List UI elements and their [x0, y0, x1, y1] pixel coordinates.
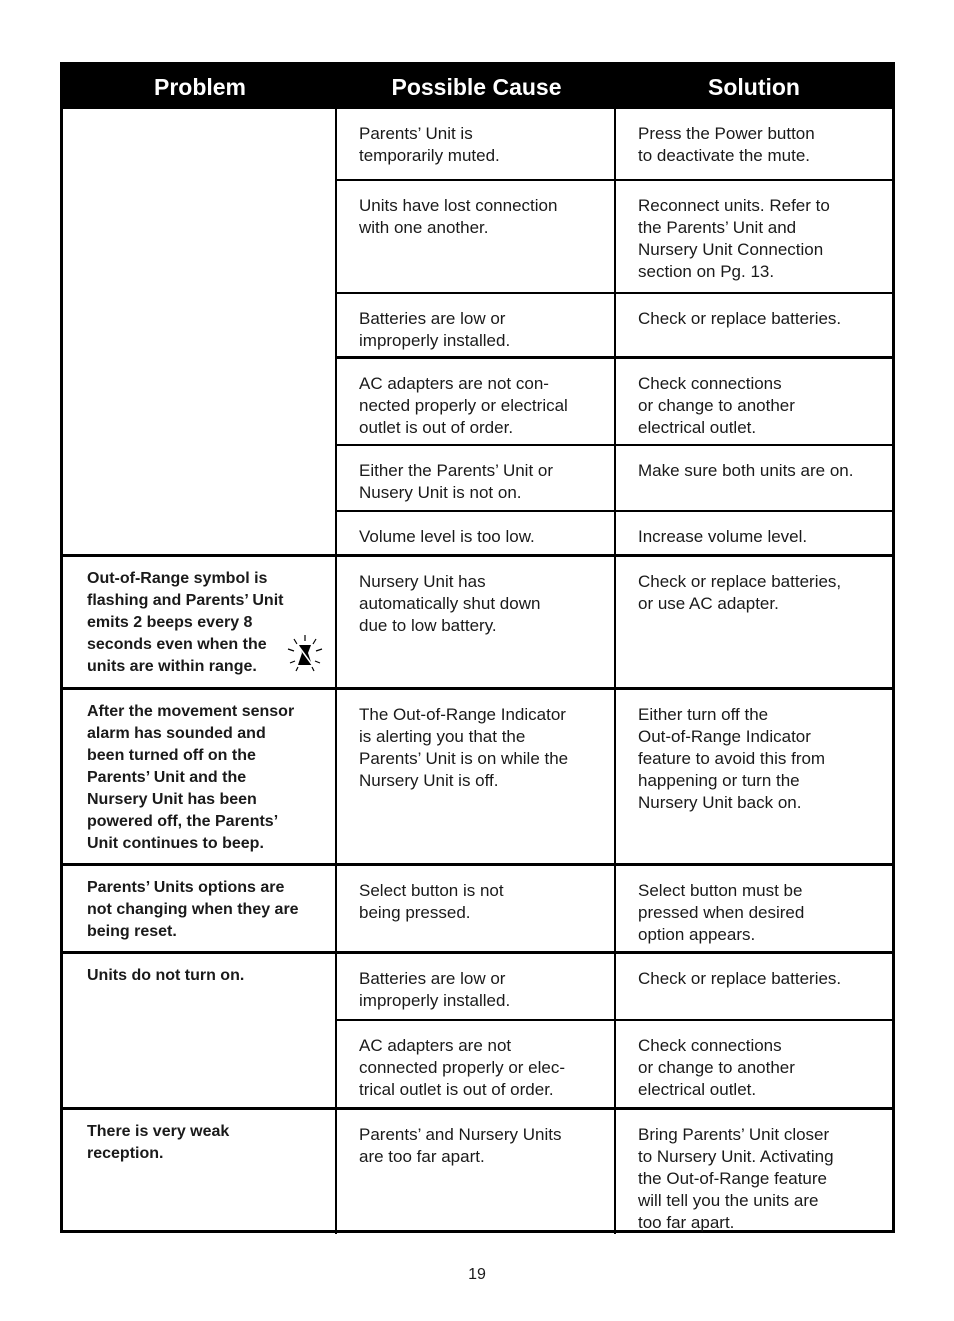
- solution-cell: Check connections or change to another electrical outlet.: [638, 1036, 795, 1099]
- solution-cell: Either turn off the Out-of-Range Indicator feature to avoid this from happening or turn the Nursery Unit back on.: [638, 705, 826, 812]
- solution-cell: Increase volume level.: [638, 527, 808, 546]
- cause-solution-row: [337, 109, 892, 179]
- table-row: [63, 863, 892, 951]
- cause-cell: Batteries are low or improperly installed.: [337, 294, 616, 356]
- problem-text: Out-of-Range symbol is flashing and Parents’ Unit emits 2 beeps every 8 seconds even when the units are within range.: [87, 570, 284, 675]
- cause-cell: The Out-of-Range Indicator is alerting you that the Parents’ Unit is on while the Nursery Unit is off.: [337, 690, 616, 863]
- cause-cell: Either the Parents’ Unit or Nusery Unit is not on.: [337, 446, 616, 510]
- table-row: [63, 1107, 892, 1234]
- cause-cell: Units have lost connection with one another.: [337, 181, 616, 292]
- solution-cell: Check or replace batteries.: [638, 309, 842, 328]
- cause-cell: Select button is not being pressed.: [337, 866, 616, 951]
- problem-cell: Units do not turn on.: [63, 954, 337, 1107]
- cause-solution-row: [337, 954, 892, 1019]
- troubleshooting-table: [60, 62, 895, 1233]
- problem-cell: Parents’ Units options are not changing when they are being reset.: [63, 866, 337, 951]
- problem-cell: After the movement sensor alarm has sounded and been turned off on the Parents’ Unit and the Nursery Unit has been powered off, the Parents’ Unit continues to beep.: [63, 690, 337, 863]
- table-header: [63, 65, 892, 109]
- table-row: [63, 951, 892, 1107]
- table-row: [63, 109, 892, 554]
- cause-cell: AC adapters are not con- nected properly or electrical outlet is out of order.: [337, 359, 616, 444]
- table-row: [63, 554, 892, 687]
- cause-cell: Parents’ Unit is temporarily muted.: [337, 109, 616, 179]
- cause-cell: Parents’ and Nursery Units are too far apart.: [337, 1110, 616, 1234]
- solution-cell: Select button must be pressed when desired option appears.: [638, 881, 805, 944]
- cause-solution-row: [337, 444, 892, 510]
- cause-solution-row: [337, 292, 892, 356]
- table-row: [63, 687, 892, 863]
- problem-cell: [63, 109, 337, 554]
- solution-cell: Check connections or change to another electrical outlet.: [638, 374, 795, 437]
- cause-solution-row: [337, 179, 892, 292]
- cause-cell: Batteries are low or improperly installed.: [337, 954, 616, 1019]
- solution-cell: Press the Power button to deactivate the mute.: [638, 124, 815, 165]
- header-problem: Problem: [153, 73, 247, 100]
- solution-cell: Make sure both units are on.: [638, 461, 854, 480]
- cause-solution-row: [337, 866, 892, 951]
- cause-solution-row: [337, 690, 892, 863]
- cause-cell: Volume level is too low.: [337, 512, 616, 554]
- solution-cell: Reconnect units. Refer to the Parents’ Unit and Nursery Unit Connection section on Pg. 13.: [638, 196, 830, 281]
- cause-solution-row: [337, 1019, 892, 1107]
- cause-solution-row: [337, 510, 892, 554]
- solution-cell: Check or replace batteries.: [638, 969, 842, 988]
- cause-solution-row: [337, 1110, 892, 1234]
- header-possible-cause: Possible Cause: [391, 73, 562, 100]
- problem-cell: There is very weak reception.: [63, 1110, 337, 1234]
- cause-solution-row: [337, 557, 892, 687]
- cause-cell: AC adapters are not connected properly or elec- trical outlet is out of order.: [337, 1021, 616, 1107]
- solution-cell: Check or replace batteries, or use AC adapter.: [638, 572, 842, 613]
- page-number: 19: [468, 1266, 486, 1283]
- cause-solution-row: [337, 356, 892, 444]
- solution-cell: Bring Parents’ Unit closer to Nursery Unit. Activating the Out-of-Range feature will tell you the units are too far apart.: [638, 1125, 834, 1232]
- problem-cell: [63, 557, 337, 687]
- cause-cell: Nursery Unit has automatically shut down due to low battery.: [337, 557, 616, 687]
- header-solution: Solution: [708, 73, 800, 100]
- out-of-range-icon: [285, 633, 325, 675]
